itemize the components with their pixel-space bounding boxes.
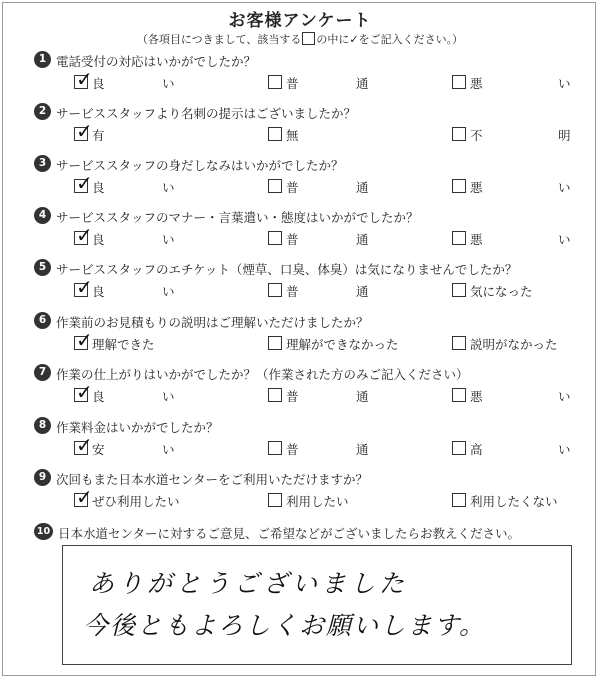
checkbox[interactable] bbox=[452, 127, 466, 141]
option-label: 普 bbox=[286, 76, 299, 91]
option-label: 普 bbox=[286, 232, 299, 247]
checkbox[interactable] bbox=[74, 380, 93, 404]
question-text: 次回もまた日本水道センターをご利用いただけますか？ bbox=[56, 472, 369, 487]
question-text: 作業の仕上がりはいかがでしたか？（作業された方のみご記入ください） bbox=[56, 367, 469, 382]
option-label: 悪 bbox=[470, 389, 483, 404]
checkbox[interactable] bbox=[268, 231, 282, 245]
checkbox[interactable] bbox=[268, 493, 282, 507]
answer-option[interactable] bbox=[452, 74, 570, 92]
checkbox[interactable] bbox=[268, 441, 282, 455]
checkbox[interactable] bbox=[268, 179, 282, 193]
question-1 bbox=[0, 52, 600, 104]
checkbox[interactable] bbox=[268, 388, 282, 402]
question-4 bbox=[0, 208, 600, 260]
answer-option[interactable] bbox=[268, 440, 368, 458]
option-label: 普 bbox=[286, 284, 299, 299]
option-label: 悪 bbox=[470, 232, 483, 247]
option-label: 悪 bbox=[470, 76, 483, 91]
option-label: 理解ができなかった bbox=[286, 337, 399, 352]
answer-option[interactable] bbox=[268, 126, 368, 144]
option-label: 気になった bbox=[470, 284, 533, 299]
checkbox[interactable] bbox=[74, 485, 93, 509]
checkmark-icon: ✓ bbox=[76, 328, 93, 352]
answer-option[interactable] bbox=[268, 335, 399, 353]
checkmark-icon: ✓ bbox=[76, 275, 93, 299]
question-text: サービススタッフの身だしなみはいかがでしたか？ bbox=[56, 158, 344, 173]
checkbox[interactable] bbox=[268, 127, 282, 141]
option-label: い bbox=[162, 76, 175, 91]
checkbox[interactable] bbox=[452, 179, 466, 193]
option-label: い bbox=[162, 180, 175, 195]
option-label: 説明がなかった bbox=[470, 337, 558, 352]
question-3 bbox=[0, 156, 600, 208]
handwritten-line-1: ありがとうございました bbox=[89, 569, 409, 598]
answer-option[interactable] bbox=[268, 74, 368, 92]
form-instruction bbox=[0, 31, 600, 47]
question-7 bbox=[0, 365, 600, 417]
question-6 bbox=[0, 313, 600, 365]
question-9 bbox=[0, 470, 600, 522]
option-label: 良 bbox=[92, 389, 105, 404]
option-label: 有 bbox=[92, 128, 105, 143]
question-2 bbox=[0, 104, 600, 156]
option-label: い bbox=[162, 389, 175, 404]
answer-option[interactable] bbox=[452, 492, 570, 510]
checkbox[interactable] bbox=[74, 328, 93, 352]
question-text: サービススタッフより名刺の提示はございましたか？ bbox=[56, 106, 357, 121]
checkmark-icon: ✓ bbox=[76, 119, 93, 143]
question-text: サービススタッフのエチケット（煙草、口臭、体臭）は気になりませんでしたか？ bbox=[56, 262, 518, 277]
option-label: 通 bbox=[356, 389, 369, 404]
option-label: 利用したくない bbox=[470, 494, 558, 509]
checkbox[interactable] bbox=[452, 231, 466, 245]
question-text: 作業料金はいかがでしたか？ bbox=[56, 420, 219, 435]
option-label: い bbox=[162, 232, 175, 247]
question-number-badge: 6 bbox=[34, 312, 51, 329]
answer-option[interactable] bbox=[74, 485, 180, 510]
answer-option[interactable] bbox=[452, 282, 570, 300]
answer-option[interactable] bbox=[74, 223, 175, 248]
checkbox[interactable] bbox=[74, 433, 93, 457]
question-number-badge: 9 bbox=[34, 469, 51, 486]
answer-option[interactable] bbox=[452, 387, 570, 405]
checkbox[interactable] bbox=[452, 75, 466, 89]
question-number-badge: 3 bbox=[34, 155, 51, 172]
checkbox[interactable] bbox=[268, 283, 282, 297]
answer-option[interactable] bbox=[74, 275, 175, 300]
option-label: 無 bbox=[286, 128, 299, 143]
checkmark-icon: ✓ bbox=[76, 171, 93, 195]
checkbox[interactable] bbox=[74, 119, 93, 143]
checkbox[interactable] bbox=[74, 171, 93, 195]
option-label: 通 bbox=[356, 284, 369, 299]
question-text: 日本水道センターに対するご意見、ご希望などがございましたらお教えください。 bbox=[58, 526, 521, 541]
option-label: 通 bbox=[356, 76, 369, 91]
option-label: い bbox=[558, 442, 571, 457]
option-label: 通 bbox=[356, 180, 369, 195]
question-8 bbox=[0, 418, 600, 470]
checkbox[interactable] bbox=[452, 336, 466, 350]
instruction-middle: の中に bbox=[316, 33, 350, 46]
answer-option[interactable] bbox=[268, 387, 368, 405]
instruction-before: （各項目につきまして、該当する bbox=[136, 33, 302, 46]
answer-option[interactable] bbox=[452, 178, 570, 196]
checkbox[interactable] bbox=[74, 275, 93, 299]
checkmark-icon: ✓ bbox=[76, 67, 93, 91]
option-label: 普 bbox=[286, 442, 299, 457]
question-number-badge: 10 bbox=[34, 523, 53, 540]
answer-option[interactable] bbox=[74, 67, 175, 92]
checkbox[interactable] bbox=[452, 283, 466, 297]
form-title: お客様アンケート bbox=[228, 11, 372, 31]
option-label: 安 bbox=[92, 442, 105, 457]
answer-option[interactable] bbox=[268, 230, 368, 248]
question-number-badge: 1 bbox=[34, 51, 51, 68]
option-label: 普 bbox=[286, 180, 299, 195]
answer-option[interactable] bbox=[268, 282, 368, 300]
checkbox[interactable] bbox=[74, 223, 93, 247]
answer-option[interactable] bbox=[452, 230, 570, 248]
answer-option[interactable] bbox=[74, 380, 175, 405]
option-label: 良 bbox=[92, 76, 105, 91]
option-label: 良 bbox=[92, 232, 105, 247]
option-label: 明 bbox=[558, 128, 571, 143]
question-text: 作業前のお見積もりの説明はご理解いただけましたか？ bbox=[56, 315, 369, 330]
option-label: い bbox=[558, 389, 571, 404]
checkbox[interactable] bbox=[452, 493, 466, 507]
answer-option[interactable] bbox=[74, 119, 174, 144]
option-label: 悪 bbox=[470, 180, 483, 195]
option-label: 理解できた bbox=[92, 337, 155, 352]
option-label: い bbox=[162, 442, 175, 457]
question-text: サービススタッフのマナー・言葉遣い・態度はいかがでしたか？ bbox=[56, 210, 419, 225]
answer-option[interactable] bbox=[452, 126, 570, 144]
question-number-badge: 7 bbox=[34, 364, 51, 381]
option-label: 高 bbox=[470, 442, 483, 457]
question-number-badge: 4 bbox=[34, 207, 51, 224]
handwritten-line-2: 今後ともよろしくお願いします。 bbox=[83, 611, 487, 640]
checkbox[interactable] bbox=[74, 67, 93, 91]
answer-option[interactable] bbox=[268, 178, 368, 196]
option-label: 良 bbox=[92, 284, 105, 299]
option-label: 利用したい bbox=[286, 494, 349, 509]
answer-option[interactable] bbox=[268, 492, 368, 510]
checkbox[interactable] bbox=[268, 336, 282, 350]
question-number-badge: 8 bbox=[34, 417, 51, 434]
instruction-after: をご記入ください。） bbox=[358, 33, 464, 46]
question-number-badge: 5 bbox=[34, 259, 51, 276]
checkmark-icon: ✓ bbox=[76, 380, 93, 404]
answer-option[interactable] bbox=[74, 171, 175, 196]
answer-option[interactable] bbox=[452, 440, 570, 458]
option-label: 通 bbox=[356, 232, 369, 247]
answer-option[interactable] bbox=[74, 433, 175, 458]
option-label: い bbox=[162, 284, 175, 299]
checkbox[interactable] bbox=[452, 441, 466, 455]
option-label: 通 bbox=[356, 442, 369, 457]
checkmark-icon: ✓ bbox=[76, 433, 93, 457]
answer-option[interactable] bbox=[74, 328, 174, 353]
checkbox-sample-icon bbox=[302, 32, 315, 45]
option-label: 不 bbox=[470, 128, 483, 143]
answer-option[interactable] bbox=[452, 335, 570, 353]
option-label: 良 bbox=[92, 180, 105, 195]
option-label: ぜひ利用したい bbox=[92, 494, 180, 509]
checkbox[interactable] bbox=[268, 75, 282, 89]
checkmark-icon: ✓ bbox=[76, 485, 93, 509]
checkmark-icon: ✓ bbox=[76, 223, 93, 247]
question-5 bbox=[0, 260, 600, 312]
check-sample-icon: ✓ bbox=[349, 33, 359, 46]
option-label: い bbox=[558, 232, 571, 247]
question-text: 電話受付の対応はいかがでしたか？ bbox=[56, 54, 257, 69]
option-label: い bbox=[558, 180, 571, 195]
option-label: い bbox=[558, 76, 571, 91]
question-number-badge: 2 bbox=[34, 103, 51, 120]
option-label: 普 bbox=[286, 389, 299, 404]
checkbox[interactable] bbox=[452, 388, 466, 402]
comment-field[interactable] bbox=[62, 545, 572, 665]
